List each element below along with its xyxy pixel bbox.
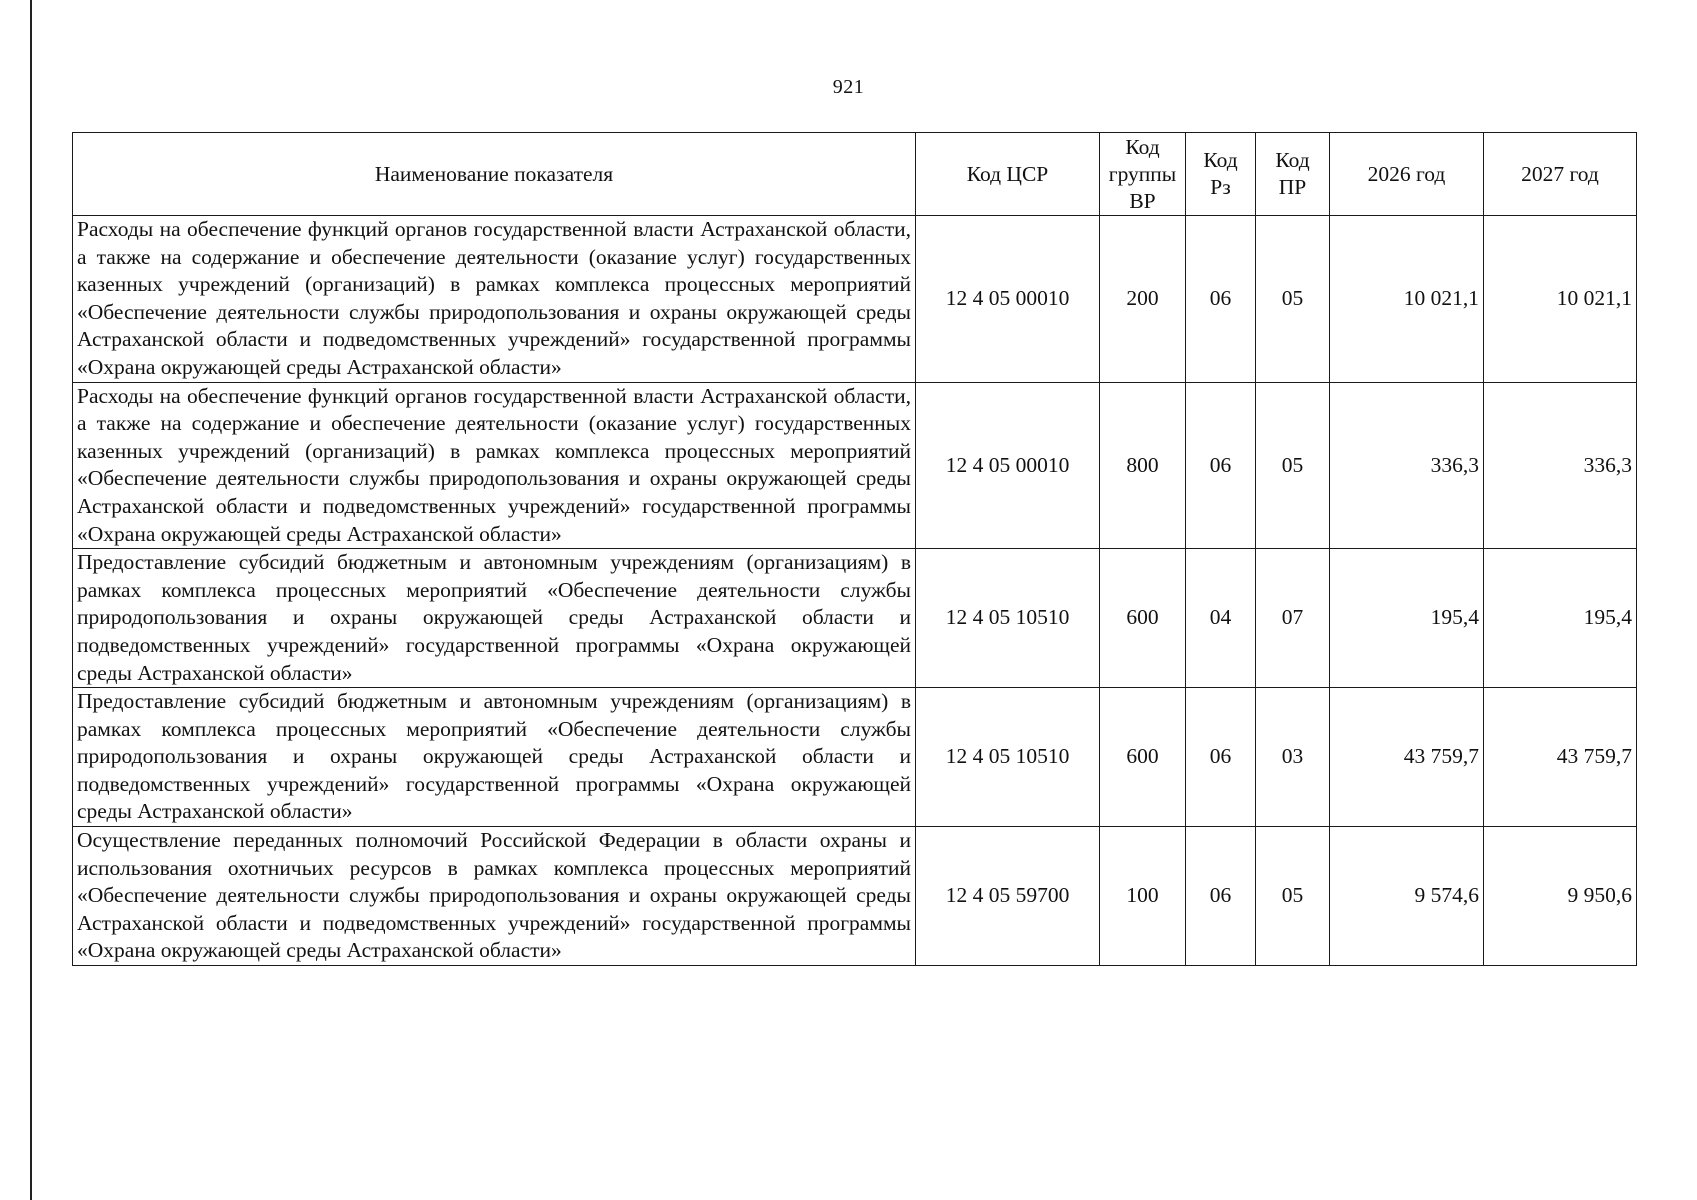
row-rz-cell: 06	[1186, 688, 1256, 827]
row-amount-2027-cell: 9 950,6	[1484, 827, 1637, 966]
row-amount-2027-cell: 336,3	[1484, 382, 1637, 549]
row-name-cell: Осуществление переданных полномочий Российской Федерации в области охраны и использования охотничьих ресурсов в рамках комплекса процессных мероприятий «Обеспечение деятельности службы природопользования и охраны окружающей среды Астраханской области и подведомственных учреждений» государственной программы «Охрана окружающей среды Астраханской области»	[73, 827, 916, 966]
header-year-2026: 2026 год	[1330, 133, 1484, 216]
header-name: Наименование показателя	[73, 133, 916, 216]
header-year-2027: 2027 год	[1484, 133, 1637, 216]
row-rz-cell: 06	[1186, 827, 1256, 966]
row-vr-cell: 200	[1100, 216, 1186, 383]
row-amount-2027-cell: 43 759,7	[1484, 688, 1637, 827]
row-pr-cell: 05	[1256, 216, 1330, 383]
row-name-cell: Предоставление субсидий бюджетным и автономным учреждениям (организациям) в рамках комплекса процессных мероприятий «Обеспечение деятельности службы природопользования и охраны окружающей среды Астраханской области и подведомственных учреждений» государственной программы «Охрана окружающей среды Астраханской области»	[73, 688, 916, 827]
page-number: 921	[832, 76, 865, 98]
table-row	[73, 382, 1637, 549]
header-rz-code: Код Рз	[1186, 133, 1256, 216]
row-rz-cell: 04	[1186, 549, 1256, 688]
row-amount-2026-cell: 9 574,6	[1330, 827, 1484, 966]
row-amount-2027-cell: 10 021,1	[1484, 216, 1637, 383]
header-pr-code: Код ПР	[1256, 133, 1330, 216]
row-pr-cell: 05	[1256, 827, 1330, 966]
row-rz-cell: 06	[1186, 216, 1256, 383]
row-amount-2026-cell: 43 759,7	[1330, 688, 1484, 827]
row-vr-cell: 600	[1100, 549, 1186, 688]
table-row	[73, 549, 1637, 688]
row-rz-cell: 06	[1186, 382, 1256, 549]
row-csr-cell: 12 4 05 00010	[916, 382, 1100, 549]
row-name-cell: Расходы на обеспечение функций органов государственной власти Астраханской области, а также на содержание и обеспечение деятельности (оказание услуг) государственных казенных учреждений (организаций) в рамках комплекса процессных мероприятий «Обеспечение деятельности службы природопользования и охраны окружающей среды Астраханской области и подведомственных учреждений» государственной программы «Охрана окружающей среды Астраханской области»	[73, 382, 916, 549]
row-pr-cell: 03	[1256, 688, 1330, 827]
table-row	[73, 216, 1637, 383]
table-header	[73, 133, 1637, 216]
row-csr-cell: 12 4 05 00010	[916, 216, 1100, 383]
row-pr-cell: 05	[1256, 382, 1330, 549]
row-vr-cell: 800	[1100, 382, 1186, 549]
header-vr-group-code: Код группы ВР	[1100, 133, 1186, 216]
header-csr-code: Код ЦСР	[916, 133, 1100, 216]
row-name-cell: Предоставление субсидий бюджетным и автономным учреждениям (организациям) в рамках комплекса процессных мероприятий «Обеспечение деятельности службы природопользования и охраны окружающей среды Астраханской области и подведомственных учреждений» государственной программы «Охрана окружающей среды Астраханской области»	[73, 549, 916, 688]
row-name-cell: Расходы на обеспечение функций органов государственной власти Астраханской области, а также на содержание и обеспечение деятельности (оказание услуг) государственных казенных учреждений (организаций) в рамках комплекса процессных мероприятий «Обеспечение деятельности службы природопользования и охраны окружающей среды Астраханской области и подведомственных учреждений» государственной программы «Охрана окружающей среды Астраханской области»	[73, 216, 916, 383]
row-amount-2026-cell: 10 021,1	[1330, 216, 1484, 383]
row-csr-cell: 12 4 05 59700	[916, 827, 1100, 966]
row-vr-cell: 600	[1100, 688, 1186, 827]
row-amount-2026-cell: 195,4	[1330, 549, 1484, 688]
row-vr-cell: 100	[1100, 827, 1186, 966]
row-csr-cell: 12 4 05 10510	[916, 688, 1100, 827]
row-amount-2026-cell: 336,3	[1330, 382, 1484, 549]
row-amount-2027-cell: 195,4	[1484, 549, 1637, 688]
table-body	[73, 216, 1637, 966]
table-row	[73, 688, 1637, 827]
budget-table	[72, 132, 1637, 966]
table-row	[73, 827, 1637, 966]
row-csr-cell: 12 4 05 10510	[916, 549, 1100, 688]
header-row	[73, 133, 1637, 216]
binding-margin-line	[30, 0, 32, 1200]
row-pr-cell: 07	[1256, 549, 1330, 688]
